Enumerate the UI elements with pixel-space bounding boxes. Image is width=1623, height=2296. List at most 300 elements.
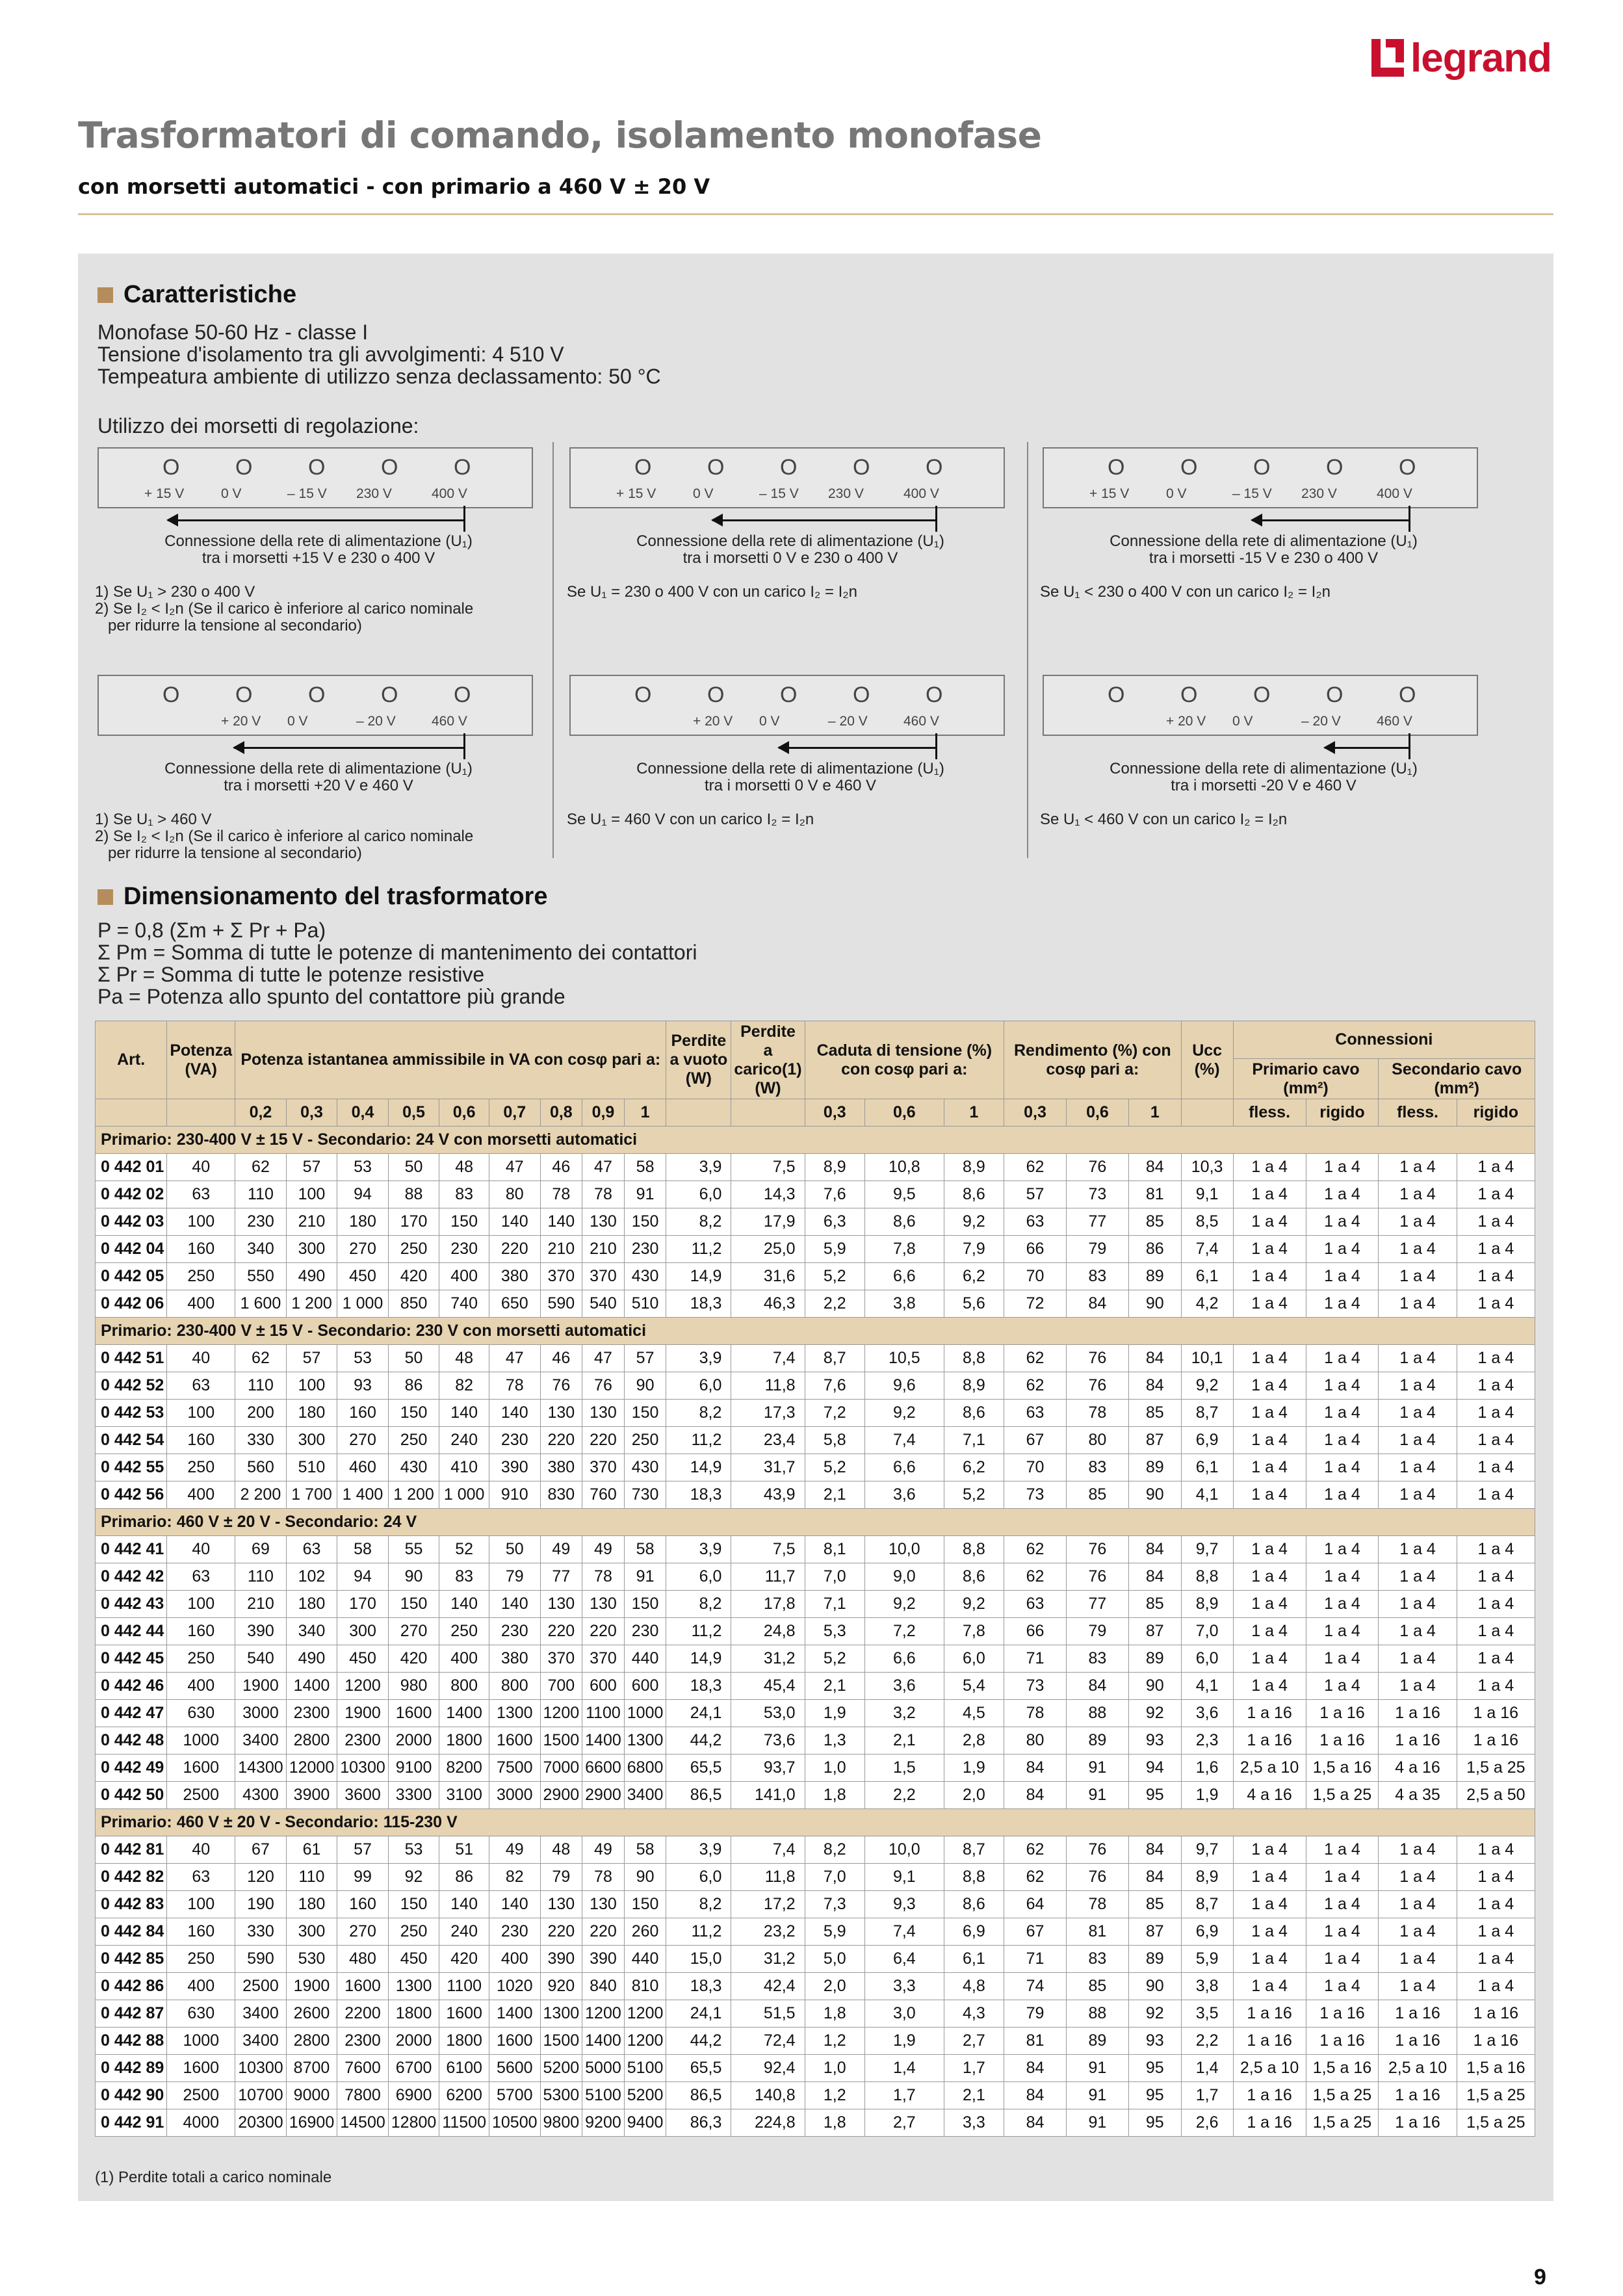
table-cell: 270 (388, 1618, 439, 1645)
table-cell: 1 a 16 (1233, 1700, 1306, 1727)
table-cell: 91 (624, 1181, 666, 1208)
terminal-symbol: O (1399, 455, 1416, 480)
cos-header: 1 (624, 1099, 666, 1127)
table-cell: 140 (439, 1591, 489, 1618)
table-cell: 1,5 a 25 (1457, 1755, 1535, 1782)
table-cell: 46,3 (731, 1290, 805, 1318)
table-cell: 10300 (235, 2055, 287, 2082)
table-cell: 92 (1128, 2000, 1181, 2028)
cos-header: 0,3 (805, 1099, 864, 1127)
table-cell: 63 (1004, 1400, 1067, 1427)
table-cell: 6,4 (864, 1946, 944, 1973)
terminal-symbol: O (707, 683, 725, 707)
table-cell: 2 200 (235, 1481, 287, 1509)
terminal-symbol: O (853, 455, 870, 480)
table-row (96, 1836, 1535, 1864)
table-cell: 14,9 (666, 1645, 731, 1673)
table-cell: 62 (235, 1345, 287, 1372)
table-cell: 1400 (286, 1673, 337, 1700)
table-cell: 170 (388, 1208, 439, 1236)
table-cell: 4,5 (944, 1700, 1004, 1727)
connection-arrow-icon (234, 738, 465, 757)
table-cell: 390 (489, 1454, 540, 1481)
table-cell: 2,5 a 10 (1379, 2055, 1457, 2082)
table-cell: 2,6 (1181, 2109, 1233, 2137)
table-cell: 1,5 a 25 (1457, 2109, 1535, 2137)
table-cell: 160 (167, 1236, 235, 1263)
table-cell: 1300 (388, 1973, 439, 2000)
table-cell: 1200 (582, 2000, 625, 2028)
table-row (96, 1154, 1535, 1181)
table-cell: 8,9 (944, 1154, 1004, 1181)
table-cell: 2800 (286, 1727, 337, 1755)
table-cell: 76 (1066, 1372, 1128, 1400)
table-cell: 8,7 (1181, 1400, 1233, 1427)
diagram-note: Se U₁ < 230 o 400 V con un carico I₂ = I₂n (1040, 583, 1331, 601)
table-row (96, 1700, 1535, 1727)
table-cell: 420 (388, 1263, 439, 1290)
table-cell: 220 (582, 1618, 625, 1645)
section-heading-caratteristiche: Caratteristiche (97, 281, 296, 309)
table-cell: 1 a 16 (1379, 2028, 1457, 2055)
terminal-label: – 15 V (759, 486, 799, 501)
table-cell: 1 a 4 (1306, 1481, 1379, 1509)
table-cell: 94 (1128, 1755, 1181, 1782)
table-cell: 3,0 (864, 2000, 944, 2028)
table-cell: 10300 (337, 1755, 389, 1782)
table-cell: 1 a 16 (1457, 1727, 1535, 1755)
table-cell: 6,2 (944, 1454, 1004, 1481)
table-cell: 76 (540, 1372, 582, 1400)
table-cell: 1,5 a 25 (1306, 1782, 1379, 1809)
table-cell: 8,9 (1181, 1864, 1233, 1891)
table-cell: 1 a 16 (1379, 2082, 1457, 2109)
table-cell: 3,2 (864, 1700, 944, 1727)
table-cell: 1 a 4 (1306, 1400, 1379, 1427)
table-cell: 83 (1066, 1946, 1128, 1973)
table-cell: 90 (1128, 1290, 1181, 1318)
table-cell: 85 (1128, 1208, 1181, 1236)
article-code: 0 442 86 (96, 1973, 167, 2000)
blank-cell (666, 1099, 731, 1127)
table-cell: 84 (1066, 1290, 1128, 1318)
table-cell: 540 (582, 1290, 625, 1318)
table-cell: 1 a 4 (1379, 1536, 1457, 1563)
table-cell: 1,4 (1181, 2055, 1233, 2082)
table-cell: 450 (337, 1645, 389, 1673)
table-cell: 300 (286, 1918, 337, 1946)
formula-line: P = 0,8 (Σm + Σ Pr + Pa) (97, 919, 326, 942)
footnote: (1) Perdite totali a carico nominale (95, 2169, 332, 2186)
table-cell: 2,1 (864, 1727, 944, 1755)
table-cell: 63 (167, 1563, 235, 1591)
table-cell: 1,3 (805, 1727, 864, 1755)
diagram-caption: tra i morsetti -15 V e 230 o 400 V (1149, 549, 1379, 567)
table-cell: 910 (489, 1481, 540, 1509)
table-cell: 1,8 (805, 2000, 864, 2028)
table-cell: 9,2 (944, 1208, 1004, 1236)
table-cell: 800 (439, 1673, 489, 1700)
terminal-symbol: O (926, 455, 943, 480)
diagram-caption: tra i morsetti +20 V e 460 V (224, 777, 413, 794)
table-cell: 8,8 (944, 1536, 1004, 1563)
square-bullet-icon (97, 889, 113, 905)
table-cell: 84 (1128, 1372, 1181, 1400)
table-cell: 57 (624, 1345, 666, 1372)
table-cell: 250 (167, 1946, 235, 1973)
table-cell: 2500 (167, 1782, 235, 1809)
table-cell: 1 a 16 (1306, 2028, 1379, 2055)
cos-header: 0,2 (235, 1099, 287, 1127)
table-cell: 84 (1128, 1154, 1181, 1181)
table-cell: 8,7 (944, 1836, 1004, 1864)
table-cell: 1 a 4 (1306, 1946, 1379, 1973)
table-cell: 95 (1128, 2109, 1181, 2137)
table-cell: 840 (582, 1973, 625, 2000)
diagram-caption: Connessione della rete di alimentazione (U₁) (636, 760, 944, 777)
table-cell: 7,4 (731, 1836, 805, 1864)
terminal-label: 0 V (287, 714, 308, 729)
table-cell: 1 700 (286, 1481, 337, 1509)
table-cell: 1 a 4 (1379, 1563, 1457, 1591)
legrand-logo-icon (1371, 39, 1404, 77)
table-cell: 250 (388, 1236, 439, 1263)
table-cell: 89 (1128, 1263, 1181, 1290)
table-cell: 1 a 4 (1457, 1208, 1535, 1236)
table-cell: 1,7 (864, 2082, 944, 2109)
terminal-symbol: O (1399, 683, 1416, 707)
table-cell: 7,6 (805, 1372, 864, 1400)
table-row (96, 1400, 1535, 1427)
table-cell: 1 a 4 (1379, 1154, 1457, 1181)
table-cell: 250 (388, 1427, 439, 1454)
column-divider (1027, 442, 1028, 858)
table-cell: 7,1 (805, 1591, 864, 1618)
table-cell: 80 (1004, 1727, 1067, 1755)
table-cell: 65,5 (666, 1755, 731, 1782)
page-subtitle: con morsetti automatici - con primario a 460 V ± 20 V (78, 174, 710, 199)
diagram-note: Se U₁ = 230 o 400 V con un carico I₂ = I₂n (567, 583, 857, 601)
table-cell: 17,9 (731, 1208, 805, 1236)
table-cell: 5,8 (805, 1427, 864, 1454)
table-cell: 9,1 (1181, 1181, 1233, 1208)
table-cell: 91 (1066, 1755, 1128, 1782)
table-cell: 62 (1004, 1836, 1067, 1864)
table-cell: 1 400 (337, 1481, 389, 1509)
table-cell: 3300 (388, 1782, 439, 1809)
table-cell: 49 (582, 1836, 625, 1864)
table-cell: 14500 (337, 2109, 389, 2137)
table-cell: 1 a 4 (1457, 1891, 1535, 1918)
table-cell: 1 a 4 (1233, 1290, 1306, 1318)
table-cell: 1,0 (805, 1755, 864, 1782)
table-cell: 260 (624, 1918, 666, 1946)
table-row (96, 2028, 1535, 2055)
table-cell: 1,9 (805, 1700, 864, 1727)
table-cell: 88 (1066, 1700, 1128, 1727)
table-cell: 1 a 4 (1233, 1645, 1306, 1673)
table-cell: 9800 (540, 2109, 582, 2137)
table-cell: 1400 (489, 2000, 540, 2028)
table-cell: 9,2 (864, 1591, 944, 1618)
table-cell: 71 (1004, 1645, 1067, 1673)
table-cell: 220 (540, 1618, 582, 1645)
table-cell: 77 (540, 1563, 582, 1591)
table-row (96, 1236, 1535, 1263)
table-cell: 1 a 4 (1233, 1481, 1306, 1509)
table-cell: 2,5 a 10 (1233, 2055, 1306, 2082)
table-cell: 240 (439, 1918, 489, 1946)
table-cell: 7600 (337, 2055, 389, 2082)
table-row (96, 2082, 1535, 2109)
table-cell: 1 a 16 (1233, 2028, 1306, 2055)
terminal-symbol: O (634, 683, 652, 707)
table-cell: 1 a 4 (1379, 1918, 1457, 1946)
table-cell: 1 a 4 (1379, 1181, 1457, 1208)
table-cell: 110 (235, 1372, 287, 1400)
table-cell: 1 a 4 (1457, 1236, 1535, 1263)
table-cell: 2,7 (944, 2028, 1004, 2055)
table-cell: 140 (439, 1891, 489, 1918)
table-cell: 67 (1004, 1427, 1067, 1454)
table-cell: 1600 (167, 2055, 235, 2082)
conn-subheader: rigido (1457, 1099, 1535, 1127)
table-cell: 390 (540, 1946, 582, 1973)
table-cell: 8,8 (1181, 1563, 1233, 1591)
table-cell: 160 (337, 1891, 389, 1918)
table-cell: 6,1 (944, 1946, 1004, 1973)
table-cell: 1 000 (439, 1481, 489, 1509)
table-cell: 370 (582, 1645, 625, 1673)
table-cell: 270 (337, 1236, 389, 1263)
table-cell: 550 (235, 1263, 287, 1290)
table-row (96, 1345, 1535, 1372)
table-cell: 90 (388, 1563, 439, 1591)
table-cell: 2,8 (944, 1727, 1004, 1755)
spec-line: Tempeatura ambiente di utilizzo senza declassamento: 50 °C (97, 365, 661, 388)
article-code: 0 442 03 (96, 1208, 167, 1236)
terminal-symbol: O (1108, 455, 1125, 480)
table-cell: 78 (540, 1181, 582, 1208)
table-cell: 1,5 a 25 (1306, 2082, 1379, 2109)
table-cell: 40 (167, 1154, 235, 1181)
table-cell: 1 a 4 (1233, 1618, 1306, 1645)
table-cell: 7,4 (731, 1345, 805, 1372)
table-cell: 48 (439, 1345, 489, 1372)
table-cell: 150 (624, 1208, 666, 1236)
group-row (96, 1127, 1535, 1154)
table-cell: 1200 (624, 2028, 666, 2055)
table-cell: 1 a 4 (1306, 1673, 1379, 1700)
terminal-label: – 20 V (828, 714, 868, 729)
table-cell: 87 (1128, 1427, 1181, 1454)
terminal-symbol: O (308, 455, 326, 480)
table-cell: 51 (439, 1836, 489, 1864)
table-cell: 24,1 (666, 1700, 731, 1727)
blank-cell (167, 1099, 235, 1127)
table-cell: 11,8 (731, 1864, 805, 1891)
table-cell: 3,9 (666, 1154, 731, 1181)
table-cell: 8,2 (666, 1591, 731, 1618)
table-cell: 8,8 (944, 1345, 1004, 1372)
table-cell: 3,6 (1181, 1700, 1233, 1727)
table-cell: 2300 (337, 2028, 389, 2055)
table-cell: 7,8 (864, 1236, 944, 1263)
table-cell: 73 (1066, 1181, 1128, 1208)
table-cell: 87 (1128, 1918, 1181, 1946)
table-cell: 5,2 (805, 1645, 864, 1673)
table-cell: 78 (582, 1563, 625, 1591)
table-cell: 85 (1128, 1891, 1181, 1918)
table-cell: 14,9 (666, 1263, 731, 1290)
table-cell: 340 (235, 1236, 287, 1263)
table-cell: 1 a 16 (1306, 1700, 1379, 1727)
table-cell: 140 (489, 1891, 540, 1918)
table-cell: 1600 (439, 2000, 489, 2028)
table-cell: 140,8 (731, 2082, 805, 2109)
article-code: 0 442 06 (96, 1290, 167, 1318)
table-cell: 2,1 (944, 2082, 1004, 2109)
table-cell: 220 (489, 1236, 540, 1263)
table-cell: 7,5 (731, 1536, 805, 1563)
table-cell: 12800 (388, 2109, 439, 2137)
table-cell: 1 a 4 (1306, 1973, 1379, 2000)
table-cell: 130 (582, 1208, 625, 1236)
table-cell: 190 (235, 1891, 287, 1918)
terminal-symbol: O (1180, 455, 1198, 480)
table-cell: 810 (624, 1973, 666, 2000)
table-cell: 44,2 (666, 2028, 731, 2055)
table-cell: 150 (624, 1400, 666, 1427)
table-cell: 400 (489, 1946, 540, 1973)
table-cell: 7,6 (805, 1181, 864, 1208)
table-cell: 8,2 (805, 1836, 864, 1864)
table-cell: 1 a 4 (1457, 1864, 1535, 1891)
table-cell: 80 (1066, 1427, 1128, 1454)
table-cell: 6800 (624, 1755, 666, 1782)
col-perdite-carico: Perdite a carico(1) (W) (731, 1021, 805, 1099)
terminal-symbol: O (707, 455, 725, 480)
table-cell: 81 (1128, 1181, 1181, 1208)
table-cell: 14300 (235, 1755, 287, 1782)
cos-header: 0,7 (489, 1099, 540, 1127)
table-cell: 1 a 4 (1457, 1372, 1535, 1400)
article-code: 0 442 48 (96, 1727, 167, 1755)
table-cell: 1 a 4 (1379, 1645, 1457, 1673)
table-cell: 460 (337, 1454, 389, 1481)
table-cell: 1 a 4 (1306, 1154, 1379, 1181)
table-cell: 5,9 (805, 1236, 864, 1263)
table-cell: 1 a 4 (1306, 1372, 1379, 1400)
table-cell: 980 (388, 1673, 439, 1700)
table-cell: 2,1 (805, 1673, 864, 1700)
table-cell: 9,3 (864, 1891, 944, 1918)
table-cell: 1 a 4 (1379, 1208, 1457, 1236)
table-cell: 1 a 4 (1457, 1154, 1535, 1181)
table-cell: 62 (1004, 1536, 1067, 1563)
table-cell: 1300 (540, 2000, 582, 2028)
table-cell: 1600 (489, 2028, 540, 2055)
article-code: 0 442 43 (96, 1591, 167, 1618)
terminal-label: + 20 V (693, 714, 733, 729)
table-cell: 4,1 (1181, 1673, 1233, 1700)
table-cell: 85 (1128, 1591, 1181, 1618)
col-ucc: Ucc (%) (1181, 1021, 1233, 1099)
col-potenza: Potenza (VA) (167, 1021, 235, 1099)
table-cell: 440 (624, 1946, 666, 1973)
article-code: 0 442 01 (96, 1154, 167, 1181)
table-cell: 270 (337, 1427, 389, 1454)
table-row (96, 2109, 1535, 2137)
table-cell: 1 000 (337, 1290, 389, 1318)
table-cell: 6,0 (666, 1181, 731, 1208)
table-cell: 4,8 (944, 1973, 1004, 2000)
table-cell: 1200 (337, 1673, 389, 1700)
table-cell: 3,6 (864, 1673, 944, 1700)
terminal-label: – 15 V (287, 486, 327, 501)
table-cell: 400 (439, 1645, 489, 1673)
table-cell: 850 (388, 1290, 439, 1318)
table-row (96, 1618, 1535, 1645)
table-cell: 1 a 4 (1233, 1973, 1306, 2000)
table-cell: 86,3 (666, 2109, 731, 2137)
table-cell: 57 (337, 1836, 389, 1864)
table-cell: 5,2 (944, 1481, 1004, 1509)
cos-header: 1 (1128, 1099, 1181, 1127)
table-cell: 86 (388, 1372, 439, 1400)
table-cell: 49 (582, 1536, 625, 1563)
table-cell: 74 (1004, 1973, 1067, 2000)
table-row (96, 1864, 1535, 1891)
table-cell: 540 (235, 1645, 287, 1673)
table-cell: 6600 (582, 1755, 625, 1782)
table-cell: 830 (540, 1481, 582, 1509)
terminal-block (1043, 447, 1478, 508)
table-cell: 1 600 (235, 1290, 287, 1318)
table-cell: 480 (337, 1946, 389, 1973)
table-cell: 8,2 (666, 1891, 731, 1918)
table-cell: 1 a 4 (1306, 1181, 1379, 1208)
table-cell: 1100 (439, 1973, 489, 2000)
article-code: 0 442 88 (96, 2028, 167, 2055)
terminal-symbol: O (1180, 683, 1198, 707)
table-cell: 84 (1128, 1345, 1181, 1372)
page-number: 9 (1534, 2265, 1546, 2289)
table-cell: 92 (388, 1864, 439, 1891)
article-code: 0 442 83 (96, 1891, 167, 1918)
table-cell: 55 (388, 1536, 439, 1563)
table-cell: 1 a 4 (1379, 1236, 1457, 1263)
table-cell: 9,0 (864, 1563, 944, 1591)
table-cell: 1400 (439, 1700, 489, 1727)
group-row (96, 1318, 1535, 1345)
spec-line: Tensione d'isolamento tra gli avvolgimenti: 4 510 V (97, 343, 564, 366)
table-cell: 6,0 (666, 1563, 731, 1591)
article-code: 0 442 02 (96, 1181, 167, 1208)
table-cell: 1 a 4 (1233, 1836, 1306, 1864)
table-cell: 10,0 (864, 1836, 944, 1864)
table-cell: 69 (235, 1536, 287, 1563)
table-cell: 91 (1066, 2082, 1128, 2109)
table-cell: 2300 (286, 1700, 337, 1727)
table-cell: 6,1 (1181, 1263, 1233, 1290)
conn-subheader: fless. (1233, 1099, 1306, 1127)
table-cell: 1 a 4 (1306, 1536, 1379, 1563)
table-cell: 62 (1004, 1372, 1067, 1400)
table-cell: 10700 (235, 2082, 287, 2109)
table-cell: 1 a 4 (1379, 1372, 1457, 1400)
table-cell: 740 (439, 1290, 489, 1318)
